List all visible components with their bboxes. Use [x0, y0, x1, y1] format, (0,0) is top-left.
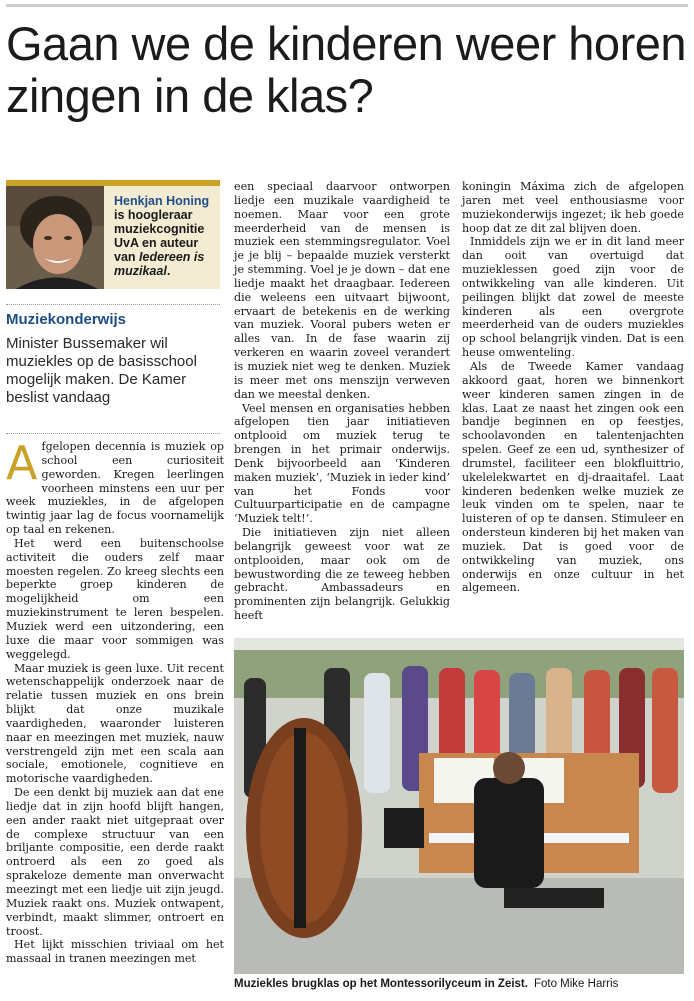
paragraph: Die initiatieven zijn niet alleen belangrijk geweest voor wat ze ontplooiden, maar ook om de bewustwording die ze teweeg hebben gebracht. Ambassadeurs en prominenten zijn belangrijk. Gelukkig heeft: [234, 526, 450, 623]
intro-text: Minister Bussemaker wil muziekles op de basisschool mogelijk maken. De Kamer beslist vandaag: [6, 335, 197, 406]
author-bio-end: .: [166, 264, 171, 278]
photo-credit: Foto Mike Harris: [533, 978, 619, 990]
section-rule: [6, 304, 220, 305]
classroom-photo: [234, 638, 684, 974]
section-label: Muziekonderwijs: [6, 311, 127, 328]
top-rule: [6, 4, 688, 7]
author-bio-text: is hoogleraar muziekcognitie UvA en auteur van: [114, 208, 205, 264]
paragraph: Het lijkt misschien triviaal om het massaal in tranen meezingen met: [6, 938, 224, 966]
paragraph: Inmiddels zijn we er in dit land meer dan ooit van overtuigd dat muzieklessen goed zijn voor de ontwikkeling van alle kinderen. Uit peilingen blijkt dat zowel de meeste kinderen als een overgrote meerderheid van de ouders muziekles op school belangrijk vinden. Dat is een heuse omwenteling.: [462, 235, 684, 360]
author-bio: [104, 186, 220, 289]
paragraph: Veel mensen en organisaties hebben afgelopen tien jaar initiatieven ontplooid om muziek terug te brengen in het primair onderwijs. Denk bijvoorbeeld aan ‘Kinderen maken muziek’, ‘Muziek in ieder kind’ van het Fonds voor Cultuurparticipatie en de campagne ‘Muziek telt!’.: [234, 401, 450, 526]
author-name: Henkjan Honing: [114, 194, 210, 208]
author-box: [6, 180, 220, 295]
headline: Gaan we de kinderen weer horen zingen in de klas?: [6, 17, 686, 122]
paragraph: De een denkt bij muziek aan dat ene liedje dat in zijn hoofd blijft hangen, een ander raakt niet uitgepraat over de complexe structuur van een briljante compositie, een derde raakt ontroerd als een zo goed als sprakeloze demente man onverwacht meezingt met een liedje uit zijn jeugd. Muziek raakt ons. Muziek ontwapent, verbindt, maakt slimmer, ontroert en troost.: [6, 786, 224, 938]
article-column-2: [234, 180, 450, 623]
article-column-3: [462, 180, 684, 595]
paragraph: [6, 436, 224, 537]
paragraph: Maar muziek is geen luxe. Uit recent wetenschappelijk onderzoek naar de relatie tussen muziek en ons brein blijkt dat onze muzikale vaardigheden, waaronder luisteren naar en meezingen met muziek, nauw verstrengeld zijn met een scala aan sociale, emotionele, cognitieve en motorische vaardigheden.: [6, 661, 224, 786]
author-photo: [6, 186, 104, 289]
paragraph: Het werd een buitenschoolse activiteit die ouders zelf maar moesten regelen. Zo kreeg slechts een beperkte groep kinderen de mogelijkheid om een muziekinstrument te leren bespelen. Muziek werd een uitzondering, een luxe die maar voor sommigen was weggelegd.: [6, 536, 224, 661]
author-inner: [6, 186, 220, 289]
paragraph-text: fgelopen decennia is muziek op school een curiositeit geworden. Kregen leerlingen voorheen minstens een uur per week muziekles, in de afgelopen twintig jaar lag de focus voornamelijk op taal en rekenen.: [6, 440, 224, 537]
caption-text: Muziekles brugklas op het Montessorilyceum in Zeist.: [234, 978, 528, 990]
paragraph: Als de Tweede Kamer vandaag akkoord gaat, horen we binnenkort weer kinderen samen zingen in de klas. Laat ze naast het zingen ook een bandje beginnen en op feestjes, schoolavonden en talentenjachten spelen. Geef ze een ud, synthesizer of drumstel, faciliteer een blokfluittrio, ukelelekwartet en dj-draaitafel. Laat kinderen bedenken welke muziek ze leuk vinden om te spelen, naar te luisteren of op te dansen. Stimuleer en ondersteun kinderen bij het maken van muziek. Dat is goed voor de ontwikkeling van muziek, ons onderwijs en onze cultuur in het algemeen.: [462, 359, 684, 595]
intro-rule: [6, 433, 220, 434]
dropcap: A: [6, 436, 38, 490]
paragraph: een speciaal daarvoor ontworpen liedje een muzikale vaardigheid te noemen. Maar voor een grote meerderheid van de mensen is muziek een stemmingsregulator. Voel je je blij – bepaalde muziek versterkt je stemming. Voel je je down – dat ene liedje maakt het draagbaar. Iedereen die weleens een uitvaart bijwoont, ervaart de betekenis en de werking van muziek. Vooral pubers weten er alles van. In de fase waarin zij verkeren en waarin zoveel verandert is muziek niet weg te denken. Muziek is meer met ons menszijn verweven dan we meestal denken.: [234, 180, 450, 401]
paragraph: koningin Máxima zich de afgelopen jaren met veel enthousiasme voor muziekonderwijs ingezet; ik heb goede hoop dat ze dit zal blijven doen.: [462, 180, 684, 235]
author-book-title: Iedereen is muzikaal: [114, 250, 205, 278]
article-column-1: [6, 436, 224, 966]
photo-caption: [234, 975, 686, 993]
